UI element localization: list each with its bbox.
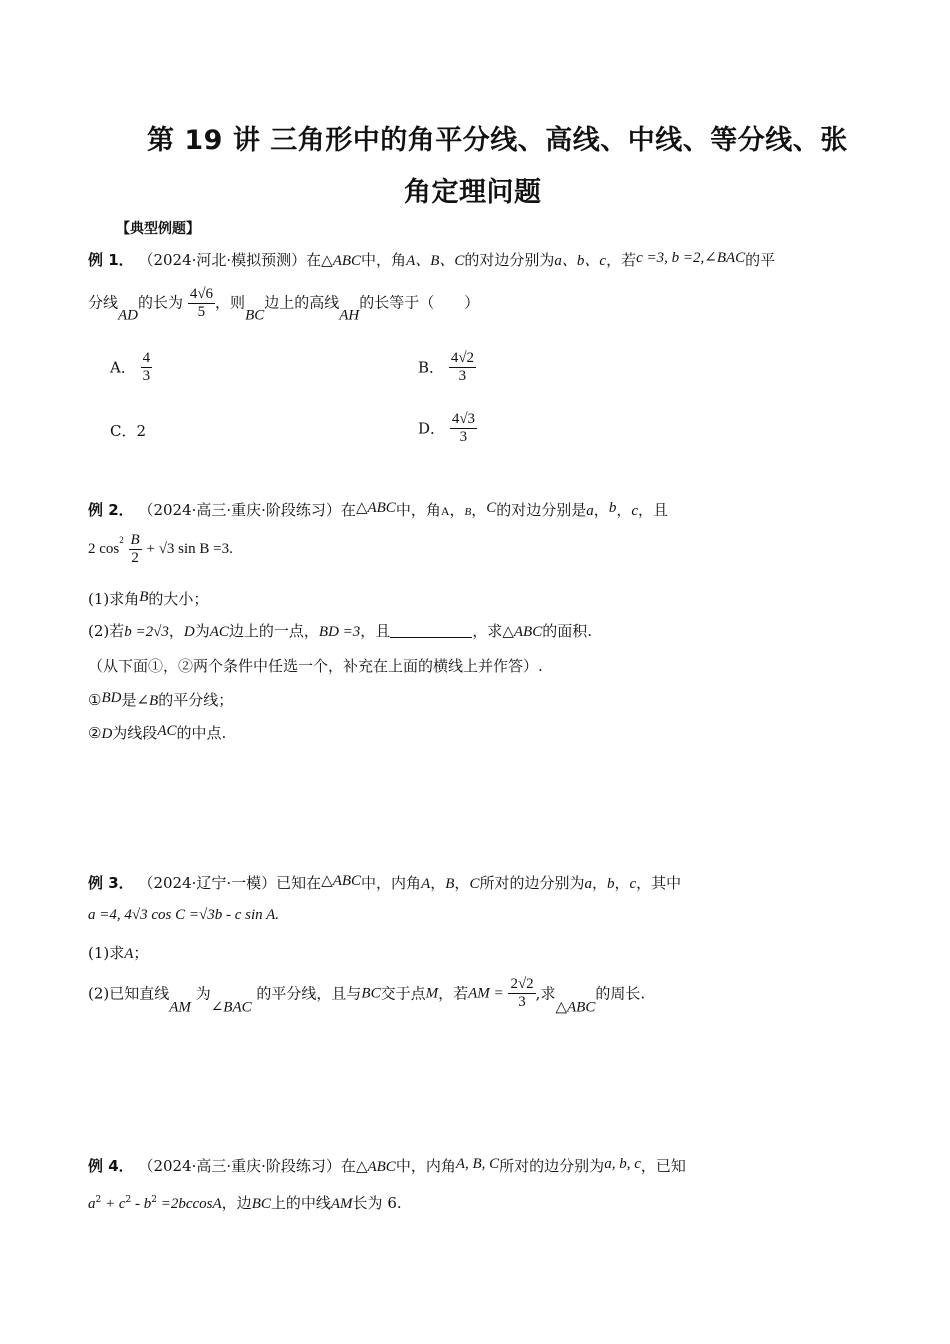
condition-2: ②D为线段AC的中点. xyxy=(88,723,227,742)
example-4-line2: $a^2 + c^2 - b^2 =2bccosA$，边BC上的中线AM长为 6. xyxy=(88,1194,402,1212)
example-3-question-2: (2)已知直线AM 为∠BAC 的平分线，且与BC交于点M，若AM = $\frac{2√2}{3}$ ,求△ABC的周长. xyxy=(88,976,646,1016)
example-2-question-2: (2)若b =2√3，D为AC边上的一点，BD =3，且 ，求△ABC的面积. xyxy=(88,622,592,640)
example-1-label: 例 1． xyxy=(88,251,134,269)
fraction-ad-length: $\frac{4√6}{5}$ xyxy=(189,286,214,320)
example-4-label: 例 4． xyxy=(88,1157,134,1175)
option-c: C．2 xyxy=(110,422,147,440)
example-2-label: 例 2． xyxy=(88,501,134,519)
example-3-equation: a =4, 4√3 cos C =√3b - c sin A. xyxy=(88,907,280,923)
option-b: B． $\frac{4√2}{3}$ xyxy=(418,350,475,384)
section-heading: 【典型例题】 xyxy=(116,221,200,237)
page-title-line2: 角定理问题 xyxy=(404,177,542,208)
example-4-line1: 例 4． （2024·高三·重庆·阶段练习）在△ABC中，内角A, B, C所对的边分别为a, b, c，已知 xyxy=(88,1156,686,1175)
example-2-note: （从下面①，②两个条件中任选一个，补充在上面的横线上并作答）. xyxy=(88,657,543,675)
example-1-line2: 分线AD的长为 $\frac{4√6}{5}$ ，则BC边上的高线AH的长等于（ ） xyxy=(88,286,480,324)
answer-blank[interactable] xyxy=(390,623,472,638)
example-3-question-1: (1)求A； xyxy=(88,944,149,962)
example-2-line1: 例 2． （2024·高三·重庆·阶段练习）在△ABC中，角A，B，C的对边分别是a，b，c，且 xyxy=(88,500,669,519)
example-1-line1: 例 1． （2024·河北·模拟预测）在△ABC中，角A、B、C的对边分别为a、b、c，若c =3, b =2,∠BAC的平 xyxy=(88,250,776,269)
option-d: D． $\frac{4√3}{3}$ xyxy=(418,411,476,445)
option-a: A． $\frac{4}{3}$ xyxy=(110,350,151,384)
example-2-equation: 2 $\cos^2$ $\frac{B}{2}$ + √3 sin B =3. xyxy=(88,531,233,566)
page-title-line1: 第 19 讲 三角形中的角平分线、高线、中线、等分线、张 xyxy=(147,125,848,156)
condition-1: ①BD是∠B的平分线； xyxy=(88,690,234,709)
example-2-question-1: (1)求角B的大小； xyxy=(88,589,209,608)
example-3-line1: 例 3． （2024·辽宁·一模）已知在△ABC中，内角A，B，C所对的边分别为a，b，c，其中 xyxy=(88,873,682,892)
example-3-label: 例 3． xyxy=(88,874,134,892)
